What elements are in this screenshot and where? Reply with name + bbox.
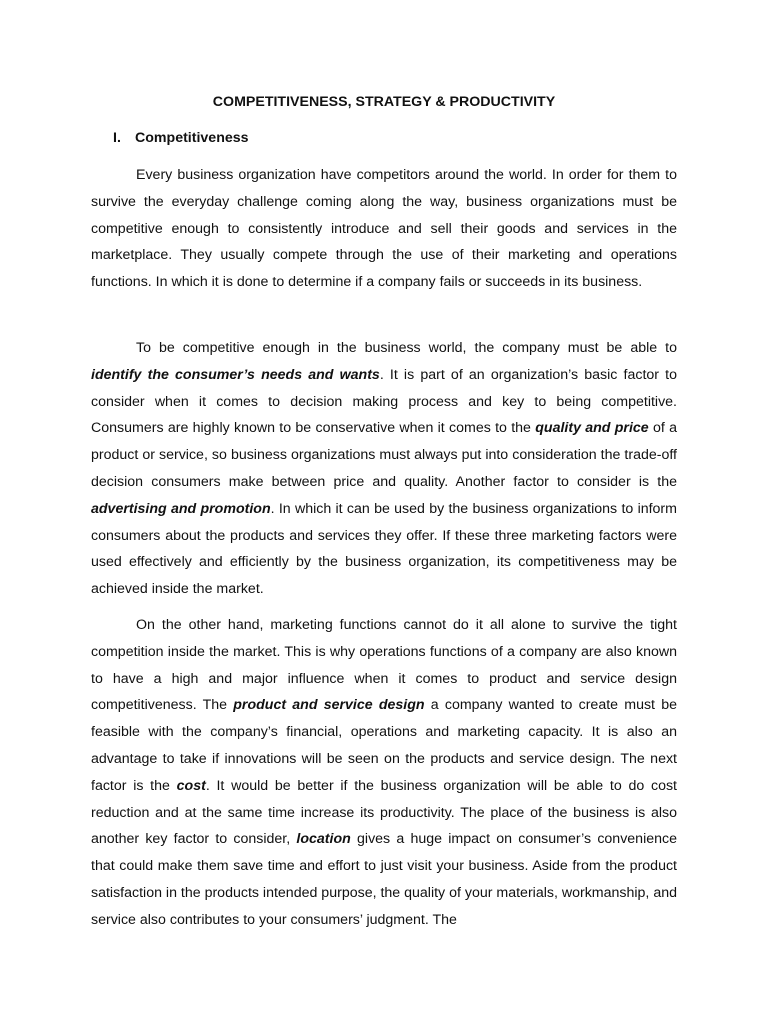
- paragraph-text: of a product or service, so business organizations must always put into consideration the trade-off decision consumers make between price and quality. Another factor to consider is the: [91, 420, 677, 490]
- paragraph-text: On the other hand, marketing functions cannot do it all alone to survive the tight competition inside the market. This is why operations functions of a company are also known to have a high and major influence when it comes to product and service design competitiveness. The: [91, 617, 677, 714]
- emphasis-advertising-and-promotion: advertising and promotion: [91, 500, 271, 517]
- paragraph-text: . In which it can be used by the business organizations to inform consumers about the products and services they offer. If these three marketing factors were used effectively and efficiently by the business organization, its competitiveness may be achieved inside the market.: [91, 500, 677, 598]
- paragraph-text: To be competitive enough in the business world, the company must be able to: [136, 340, 677, 356]
- paragraph-text: Every business organization have competitors around the world. In order for them to survive the everyday challenge coming along the way, business organizations must be competitive enough to consistently introduce and sell their goods and services in the marketplace. They usually compete through the use of their marketing and operations functions. In which it is done to determine if a company fails or succeeds in its business.: [91, 167, 677, 291]
- paragraph-text: . It would be better if the business organization will be able to do cost reduction and at the same time increase its productivity. The place of the business is also another key factor to consider,: [91, 777, 677, 848]
- paragraph-text: gives a huge impact on consumer’s convenience that could make them save time and effort to just visit your business. Aside from the product satisfaction in the products intended purpose, the quality of your materials, workmanship, and service also contributes to your consumers’ judgment. The: [91, 831, 677, 928]
- paragraph-3: [91, 612, 677, 934]
- emphasis-product-and-service-design: product and service design: [233, 697, 425, 714]
- paragraph-text: . It is part of an organization’s basic factor to consider when it comes to decision making process and key to being competitive. Consumers are highly known to be conservative when it comes to the: [91, 366, 677, 437]
- emphasis-location: location: [296, 831, 351, 848]
- section-heading: [113, 129, 249, 147]
- emphasis-needs-and-wants: identify the consumer’s needs and wants: [91, 366, 380, 383]
- emphasis-quality-and-price: quality and price: [535, 420, 649, 437]
- emphasis-cost: cost: [176, 777, 206, 794]
- section-heading-text: Competitiveness: [135, 130, 249, 146]
- document-title: COMPETITIVENESS, STRATEGY & PRODUCTIVITY: [212, 94, 556, 110]
- paragraph-1: [91, 162, 677, 296]
- section-number: I.: [113, 130, 121, 146]
- paragraph-text: a company wanted to create must be feasible with the company’s financial, operations and marketing capacity. It is also an advantage to take if innovations will be seen on the products and service design. The next factor is the: [91, 697, 677, 794]
- paragraph-2: [91, 335, 677, 603]
